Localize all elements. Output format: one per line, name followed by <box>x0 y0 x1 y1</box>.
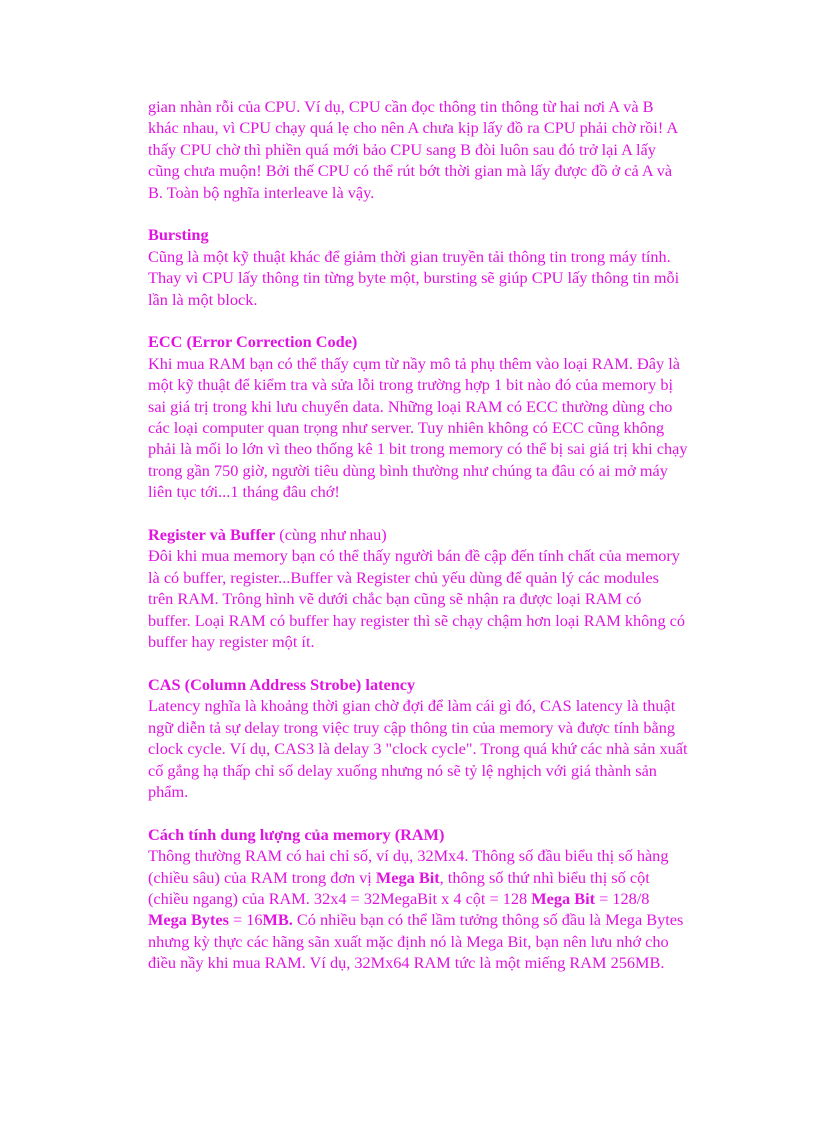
bursting-heading: Bursting <box>148 225 209 245</box>
capacity-bold-4: MB. <box>262 910 293 930</box>
capacity-heading: Cách tính dung lượng của memory (RAM) <box>148 824 445 844</box>
document-page <box>148 96 688 974</box>
register-heading: Register và Buffer <box>148 525 276 545</box>
register-paragraph: Đôi khi mua memory bạn có thể thấy người bán đề cập đến tính chất của memory là có buffer, register...Buffer và Register chủ yếu dùng để quản lý các modules trên RAM. Trông hình vẽ dưới chắc bạn cũng sẽ nhận ra được loại RAM có buffer. Loại RAM có buffer hay register thì sẽ chạy chậm hơn loại RAM không có buffer hay register một ít. <box>148 546 686 652</box>
register-heading-note: (cùng như nhau) <box>275 525 387 545</box>
capacity-text-4: = 16 <box>228 910 263 930</box>
ecc-heading: ECC (Error Correction Code) <box>148 332 358 352</box>
register-heading-line <box>148 524 688 545</box>
section-register <box>148 524 688 652</box>
intro-paragraph: gian nhàn rỗi của CPU. Ví dụ, CPU cần đọc thông tin thông từ hai nơi A và B khác nhau, vì CPU chạy quá lẹ cho nên A chưa kịp lấy đồ ra CPU phải chờ rồi! A thấy CPU chờ thì phiền quá mới bảo CPU sang B đòi luôn sau đó trở lại A lấy cũng chưa muộn! Bởi thế CPU có thể rút bớt thời gian mà lấy được đồ ở cả A và B. Toàn bộ nghĩa interleave là vậy. <box>148 97 678 202</box>
section-bursting <box>148 224 688 310</box>
bursting-paragraph: Cũng là một kỹ thuật khác để giảm thời gian truyền tải thông tin trong máy tính. Thay vì CPU lấy thông tin từng byte một, bursting sẽ giúp CPU lấy thông tin mỗi lần là một block. <box>148 246 680 309</box>
capacity-paragraph <box>148 845 688 973</box>
cas-paragraph: Latency nghĩa là khoảng thời gian chờ đợi để làm cái gì đó, CAS latency là thuật ngữ diễn tả sự delay trong việc truy cập thông tin của memory và được tính bằng clock cycle. Ví dụ, CAS3 là delay 3 "clock cycle". Trong quá khứ các nhà sản xuất cố gắng hạ thấp chỉ số delay xuống nhưng nó sẽ tỷ lệ nghịch với giá thành sản phẩm. <box>148 696 688 801</box>
capacity-bold-3: Mega Bytes <box>148 910 229 930</box>
capacity-text-2: , thông số thứ nhì biểu thị số cột (chiều ngang) của RAM. 32x4 = 32MegaBit x 4 cột = 128 <box>148 867 650 908</box>
section-cas <box>148 674 688 802</box>
section-capacity <box>148 824 688 974</box>
capacity-bold-2: Mega Bit <box>531 888 596 908</box>
capacity-text-5: Có nhiều bạn có thể lầm tưởng thông số đầu là Mega Bytes nhưng kỳ thực các hãng sãn xuất mặc định nó là Mega Bit, bạn nên lưu nhớ cho điều nầy khi mua RAM. Ví dụ, 32Mx64 RAM tức là một miếng RAM 256MB. <box>148 910 684 973</box>
capacity-bold-1: Mega Bit <box>375 867 440 887</box>
section-ecc <box>148 331 688 502</box>
capacity-text-3: = 128/8 <box>595 888 650 908</box>
ecc-paragraph: Khi mua RAM bạn có thể thấy cụm từ nầy mô tả phụ thêm vào loại RAM. Đây là một kỹ thuật để kiểm tra và sửa lỗi trong trường hợp 1 bit nào đó của memory bị sai giá trị trong khi lưu chuyển data. Những loại RAM có ECC thường dùng cho các loại computer quan trọng như server. Tuy nhiên không có ECC cũng không phải là mối lo lớn vì theo thống kê 1 bit trong memory có thể bị sai giá trị khi chạy trong gần 750 giờ, người tiêu dùng bình thường như chúng ta đâu có ai mở máy liên tục tới...1 tháng đâu chớ! <box>148 353 688 502</box>
cas-heading: CAS (Column Address Strobe) latency <box>148 674 416 694</box>
capacity-text-1: Thông thường RAM có hai chỉ số, ví dụ, 32Mx4. Thông số đầu biểu thị số hàng (chiều sâu) của RAM trong đơn vị <box>148 846 669 887</box>
